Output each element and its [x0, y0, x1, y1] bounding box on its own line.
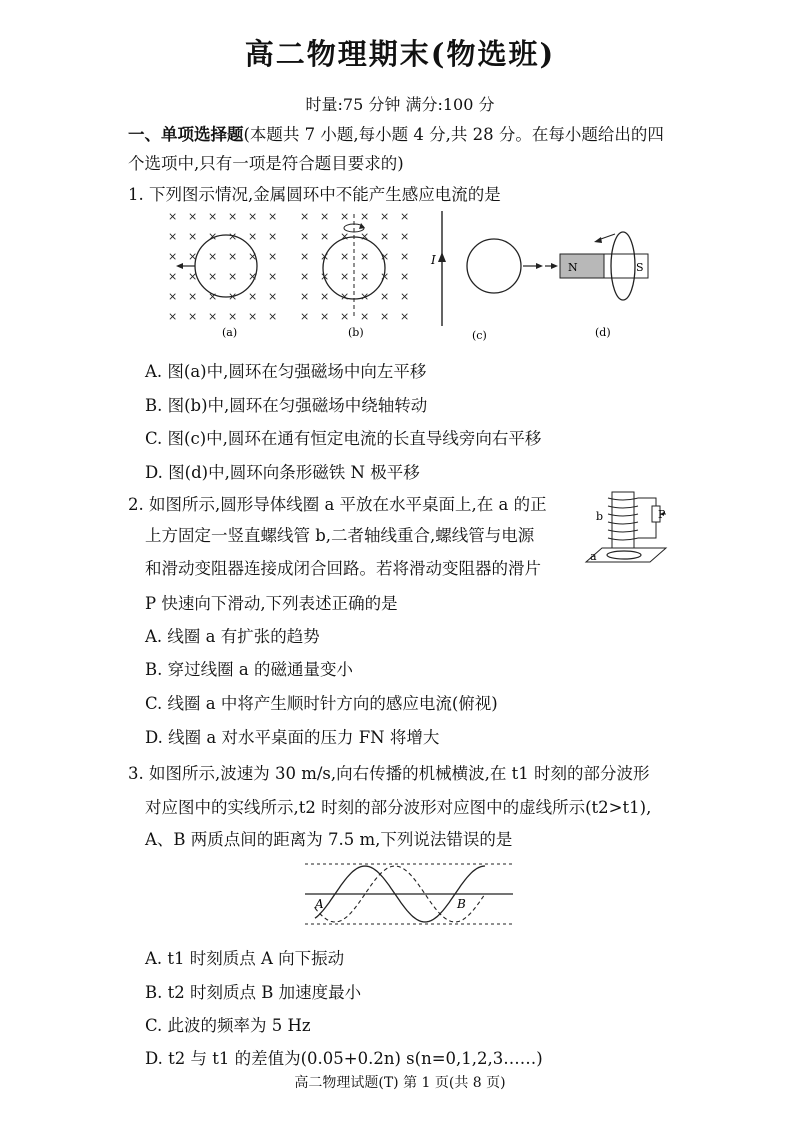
q1-figure-b	[300, 210, 409, 323]
section-intro-a: (本题共 7 小题,每小题 4 分,共 28 分。在每小题给出的四	[243, 125, 664, 144]
q3-stem-line1: 3. 如图所示,波速为 30 m/s,向右传播的机械横波,在 t1 时刻的部分波形	[128, 764, 650, 783]
field-cross-mark: ×	[228, 210, 238, 223]
field-cross-mark: ×	[400, 290, 410, 303]
q3-stem-line2: 对应图中的实线所示,t2 时刻的部分波形对应图中的虚线所示(t2>t1),	[145, 798, 652, 817]
q3-option-a: A. t1 时刻质点 A 向下振动	[145, 949, 345, 968]
field-cross-mark: ×	[340, 230, 350, 243]
field-cross-mark: ×	[268, 290, 278, 303]
q1-figure-d	[545, 232, 648, 300]
field-cross-mark: ×	[380, 210, 390, 223]
q1-option-a: A. 图(a)中,圆环在匀强磁场中向左平移	[145, 362, 427, 381]
page-title: 高二物理期末(物选班)	[244, 37, 556, 71]
section-intro-b: 个选项中,只有一项是符合题目要求的)	[128, 154, 404, 173]
q2-option-a: A. 线圈 a 有扩张的趋势	[145, 627, 320, 646]
page-footer: 高二物理试题(T) 第 1 页(共 8 页)	[294, 1075, 506, 1091]
q1-figures	[160, 206, 660, 346]
magnet-n-label: N	[568, 261, 578, 274]
field-cross-mark: ×	[168, 310, 178, 323]
field-cross-mark: ×	[268, 310, 278, 323]
field-cross-mark: ×	[248, 310, 258, 323]
field-cross-mark: ×	[248, 290, 258, 303]
q2-stem-line3: 和滑动变阻器连接成闭合回路。若将滑动变阻器的滑片	[145, 559, 541, 578]
current-label: I	[431, 253, 436, 267]
field-cross-mark: ×	[300, 230, 310, 243]
field-cross-mark: ×	[320, 290, 330, 303]
field-cross-mark: ×	[268, 230, 278, 243]
q3-label-b: B	[457, 897, 466, 911]
q1-label-c: (c)	[472, 329, 487, 342]
field-cross-mark: ×	[360, 210, 370, 223]
q3-label-a: A	[315, 897, 324, 911]
q1-stem: 1. 下列图示情况,金属圆环中不能产生感应电流的是	[128, 185, 501, 204]
q1-option-b: B. 图(b)中,圆环在匀强磁场中绕轴转动	[145, 396, 428, 415]
field-cross-mark: ×	[360, 230, 370, 243]
field-cross-mark: ×	[320, 310, 330, 323]
q3-wave-figure	[305, 858, 515, 930]
field-cross-mark: ×	[248, 270, 258, 283]
q2-stem-line1: 2. 如图所示,圆形导体线圈 a 平放在水平桌面上,在 a 的正	[128, 495, 547, 514]
section-heading: 一、单项选择题	[128, 125, 244, 144]
field-cross-mark: ×	[380, 270, 390, 283]
field-cross-mark: ×	[228, 270, 238, 283]
magnet-s-label: S	[636, 261, 644, 274]
field-cross-mark: ×	[340, 290, 350, 303]
field-cross-mark: ×	[300, 270, 310, 283]
field-cross-mark: ×	[268, 250, 278, 263]
field-cross-mark: ×	[320, 270, 330, 283]
q3-option-c: C. 此波的频率为 5 Hz	[145, 1016, 311, 1035]
field-cross-mark: ×	[268, 210, 278, 223]
field-cross-mark: ×	[208, 310, 218, 323]
q1-label-d: (d)	[595, 326, 611, 339]
field-cross-mark: ×	[380, 230, 390, 243]
q2-label-a: a	[590, 550, 597, 563]
field-cross-mark: ×	[188, 230, 198, 243]
field-cross-mark: ×	[400, 210, 410, 223]
field-cross-mark: ×	[188, 310, 198, 323]
section-heading-row	[128, 121, 664, 145]
q2-stem-line4: P 快速向下滑动,下列表述正确的是	[145, 594, 398, 613]
field-cross-mark: ×	[228, 250, 238, 263]
field-cross-mark: ×	[300, 310, 310, 323]
field-cross-mark: ×	[228, 290, 238, 303]
field-cross-mark: ×	[320, 250, 330, 263]
field-cross-mark: ×	[300, 290, 310, 303]
q2-option-c: C. 线圈 a 中将产生顺时针方向的感应电流(俯视)	[145, 694, 498, 713]
field-cross-mark: ×	[208, 290, 218, 303]
field-cross-mark: ×	[360, 290, 370, 303]
field-cross-mark: ×	[268, 270, 278, 283]
field-cross-mark: ×	[248, 250, 258, 263]
q2-label-p: P	[658, 508, 666, 521]
field-cross-mark: ×	[320, 210, 330, 223]
q2-stem-line2: 上方固定一竖直螺线管 b,二者轴线重合,螺线管与电源	[145, 526, 535, 545]
q1-option-c: C. 图(c)中,圆环在通有恒定电流的长直导线旁向右平移	[145, 429, 542, 448]
field-cross-mark: ×	[168, 210, 178, 223]
field-cross-mark: ×	[380, 290, 390, 303]
field-cross-mark: ×	[188, 210, 198, 223]
q2-option-d: D. 线圈 a 对水平桌面的压力 FN 将增大	[145, 728, 440, 747]
q2-label-b: b	[596, 510, 604, 523]
field-cross-mark: ×	[168, 230, 178, 243]
field-cross-mark: ×	[168, 290, 178, 303]
q3-option-b: B. t2 时刻质点 B 加速度最小	[145, 983, 362, 1002]
q1-label-a: (a)	[222, 326, 238, 339]
field-cross-mark: ×	[300, 250, 310, 263]
field-cross-mark: ×	[400, 310, 410, 323]
field-cross-mark: ×	[188, 270, 198, 283]
field-cross-mark: ×	[360, 250, 370, 263]
field-cross-mark: ×	[168, 250, 178, 263]
exam-info: 时量:75 分钟 满分:100 分	[305, 95, 495, 114]
field-cross-mark: ×	[168, 270, 178, 283]
q3-stem-line3: A、B 两质点间的距离为 7.5 m,下列说法错误的是	[145, 830, 513, 849]
q2-figure	[578, 482, 674, 582]
q1-figure-c	[438, 211, 543, 326]
q1-option-d: D. 图(d)中,圆环向条形磁铁 N 极平移	[145, 463, 420, 482]
field-cross-mark: ×	[400, 270, 410, 283]
field-cross-mark: ×	[228, 310, 238, 323]
field-cross-mark: ×	[360, 270, 370, 283]
field-cross-mark: ×	[208, 250, 218, 263]
field-cross-mark: ×	[360, 310, 370, 323]
q1-label-b: (b)	[348, 326, 364, 339]
field-cross-mark: ×	[340, 270, 350, 283]
field-cross-mark: ×	[188, 250, 198, 263]
field-cross-mark: ×	[248, 230, 258, 243]
field-cross-mark: ×	[380, 310, 390, 323]
field-cross-mark: ×	[208, 270, 218, 283]
field-cross-mark: ×	[228, 230, 238, 243]
field-cross-mark: ×	[380, 250, 390, 263]
q3-option-d: D. t2 与 t1 的差值为(0.05+0.2n) s(n=0,1,2,3……)	[145, 1049, 543, 1068]
field-cross-mark: ×	[188, 290, 198, 303]
field-cross-mark: ×	[340, 250, 350, 263]
field-cross-mark: ×	[400, 230, 410, 243]
field-cross-mark: ×	[300, 210, 310, 223]
field-cross-mark: ×	[400, 250, 410, 263]
field-cross-mark: ×	[340, 210, 350, 223]
q2-option-b: B. 穿过线圈 a 的磁通量变小	[145, 660, 353, 679]
field-cross-mark: ×	[320, 230, 330, 243]
field-cross-mark: ×	[248, 210, 258, 223]
field-cross-mark: ×	[208, 210, 218, 223]
field-cross-mark: ×	[340, 310, 350, 323]
field-cross-mark: ×	[208, 230, 218, 243]
